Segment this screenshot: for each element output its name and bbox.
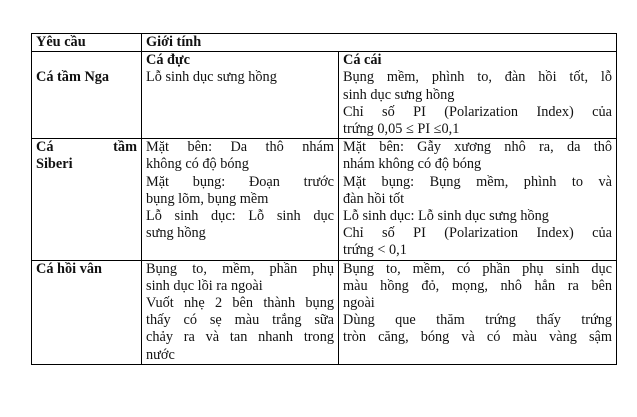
- female-line: Lỗ sinh dục: Lỗ sinh dục sưng hồng: [343, 207, 549, 224]
- female-line: Chỉ số PI (Polarization Index) của: [343, 103, 613, 120]
- female-line: ngoài: [343, 294, 375, 311]
- row-species-line: Cá tầm Nga: [36, 69, 110, 86]
- female-line: Mặt bụng: Bụng mềm, phình to và: [343, 173, 613, 190]
- male-line: chảy ra và tan nhanh trong: [146, 329, 334, 346]
- sex-determination-table: [31, 33, 617, 365]
- male-line: sinh dục lồi ra ngoài: [146, 277, 263, 294]
- male-cell: [142, 139, 339, 260]
- female-line: Mặt bên: Gẫy xương nhô ra, da thô: [343, 139, 613, 156]
- female-line: trứng < 0,1: [343, 242, 407, 259]
- row-species-line: Cá hồi vân: [36, 260, 102, 277]
- female-line: sinh dục sưng hồng: [343, 86, 455, 103]
- row-species-cell: [32, 52, 142, 139]
- male-line: Lỗ sinh dục sưng hồng: [146, 69, 277, 86]
- header-requirement: Yêu cầu: [32, 34, 142, 52]
- female-line: tròn căng, bóng và có màu vàng sậm: [343, 329, 613, 346]
- table-row: [32, 52, 617, 139]
- male-line: thấy có sẹ màu trắng sữa: [146, 312, 334, 329]
- male-line: sưng hồng: [146, 225, 206, 242]
- female-line: màu hồng đỏ, mọng, nhô hẳn ra bên: [343, 277, 613, 294]
- female-line: trứng 0,05 ≤ PI ≤0,1: [343, 120, 460, 137]
- female-line: đàn hồi tốt: [343, 190, 405, 207]
- female-cell: [339, 260, 617, 364]
- row-species-cell: [32, 139, 142, 260]
- row-species-line: [36, 52, 137, 69]
- male-line: nước: [146, 346, 175, 363]
- row-species-line: Cá tầm: [36, 139, 137, 156]
- male-line: không có độ bóng: [146, 156, 249, 173]
- male-line: Vuốt nhẹ 2 bên thành bụng: [146, 294, 334, 311]
- female-cell: [339, 52, 617, 139]
- male-line: Bụng to, mềm, phần phụ: [146, 260, 334, 277]
- header-sex: Giới tính: [142, 34, 617, 52]
- female-line: nhám không có độ bóng: [343, 156, 482, 173]
- row-species-line: Siberi: [36, 156, 73, 173]
- male-line: Mặt bên: Da thô nhám: [146, 139, 334, 156]
- row-species-cell: [32, 260, 142, 364]
- table-header-row: [32, 34, 617, 52]
- male-heading: Cá đực: [146, 52, 190, 69]
- female-line: Bụng mềm, phình to, đàn hồi tốt, lỗ: [343, 69, 613, 86]
- female-line: Dùng que thăm trứng thấy trứng: [343, 312, 613, 329]
- female-line: Chỉ số PI (Polarization Index) của: [343, 225, 613, 242]
- male-line: Lỗ sinh dục: Lỗ sinh dục: [146, 207, 334, 224]
- male-cell: [142, 52, 339, 139]
- male-cell: [142, 260, 339, 364]
- table-row: [32, 260, 617, 364]
- table-row: [32, 139, 617, 260]
- female-cell: [339, 139, 617, 260]
- male-line: Mặt bụng: Đoạn trước: [146, 173, 334, 190]
- male-line: bụng lõm, bụng mềm: [146, 190, 269, 207]
- female-line: Bụng to, mềm, có phần phụ sinh dục: [343, 260, 613, 277]
- female-heading: Cá cái: [343, 52, 382, 69]
